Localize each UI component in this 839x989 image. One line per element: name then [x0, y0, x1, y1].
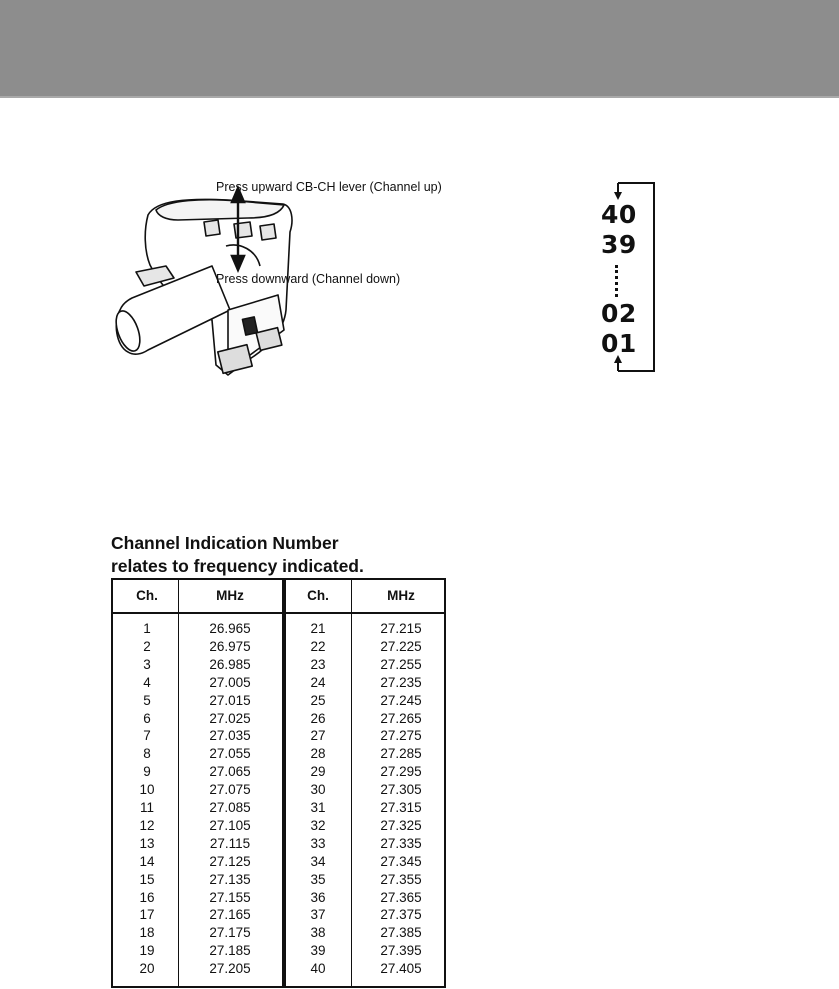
frequency-cell: 27.335	[380, 835, 422, 851]
table-heading-line1: Channel Indication Number	[111, 533, 339, 553]
frequency-cell: 26.965	[209, 621, 251, 636]
column-group-divider	[282, 580, 286, 986]
channel-cell: 32	[310, 817, 326, 833]
table-heading	[111, 532, 364, 578]
header-ch-left: Ch.	[136, 588, 158, 603]
frequency-cell: 27.295	[380, 764, 422, 780]
channel-cell: 19	[139, 943, 155, 959]
channel-cell: 13	[139, 835, 155, 851]
channel-down-label: Press downward (Channel down)	[216, 272, 401, 286]
ellipsis-dots	[615, 265, 622, 297]
channel-cell: 27	[310, 728, 326, 744]
frequency-cell: 27.325	[380, 817, 422, 833]
channel-cell: 16	[139, 889, 155, 905]
channel-cell: 34	[310, 853, 326, 869]
frequency-cell: 27.365	[380, 889, 422, 905]
frequency-cell: 27.065	[209, 764, 251, 780]
channel-cell: 1	[143, 621, 151, 636]
channel-cell: 18	[139, 925, 155, 941]
frequency-cell: 27.075	[209, 782, 251, 798]
frequency-cell: 27.055	[209, 746, 251, 762]
channel-cell: 35	[310, 871, 326, 887]
frequency-cell: 27.385	[380, 925, 422, 941]
channel-cell: 11	[139, 800, 154, 815]
table-heading-line2: relates to frequency indicated.	[111, 556, 364, 576]
frequency-cell: 27.395	[380, 943, 422, 959]
frequency-cell: 27.025	[209, 710, 251, 726]
channel-cell: 10	[139, 782, 155, 798]
channel-cell: 7	[143, 728, 151, 744]
channel-cell: 28	[310, 746, 326, 762]
header-bar	[0, 0, 839, 98]
channel-cell: 30	[310, 782, 326, 798]
channel-up-label: Press upward CB-CH lever (Channel up)	[216, 180, 442, 194]
channel-cell: 25	[310, 692, 326, 708]
frequency-cell: 27.285	[380, 746, 422, 762]
frequency-cell: 27.185	[209, 943, 251, 959]
frequency-cell: 27.375	[380, 907, 422, 923]
channel-cell: 12	[139, 817, 155, 833]
frequency-cell: 27.125	[209, 853, 251, 869]
channel-cell: 9	[143, 764, 151, 780]
frequency-cell: 27.035	[209, 728, 251, 744]
channel-cell: 39	[310, 943, 326, 959]
frequency-cell: 27.005	[209, 674, 251, 690]
channel-cell: 24	[310, 674, 326, 690]
channel-cell: 8	[143, 746, 151, 762]
frequency-cell: 27.405	[380, 961, 422, 977]
channel-cell: 17	[139, 907, 155, 923]
frequency-cell: 27.225	[380, 638, 422, 654]
channel-cell: 4	[143, 674, 151, 690]
frequency-cell: 27.165	[209, 907, 251, 923]
frequency-cell: 27.235	[380, 674, 422, 690]
channel-cell: 38	[310, 925, 326, 941]
channel-cell: 20	[139, 961, 155, 977]
channel-cell: 37	[310, 907, 326, 923]
frequency-cell: 27.345	[380, 853, 422, 869]
frequency-cell: 27.315	[380, 800, 422, 815]
channel-second-number: 39	[601, 230, 637, 259]
channel-cell: 29	[310, 764, 326, 780]
column-divider	[351, 580, 352, 986]
channel-cell: 5	[143, 692, 151, 708]
frequency-cell: 27.215	[380, 621, 422, 636]
frequency-cell: 27.175	[209, 925, 251, 941]
channel-cell: 26	[310, 710, 326, 726]
frequency-cell: 26.975	[209, 638, 251, 654]
column-divider	[178, 580, 179, 986]
channel-last-number: 01	[601, 329, 637, 358]
frequency-cell: 27.275	[380, 728, 422, 744]
channel-cell: 40	[310, 961, 326, 977]
channel-penultimate-number: 02	[601, 299, 637, 328]
channel-cell: 21	[310, 621, 326, 636]
header-mhz-right: MHz	[387, 588, 415, 603]
frequency-cell: 27.205	[209, 961, 251, 977]
frequency-cell: 27.265	[380, 710, 422, 726]
channel-cell: 2	[143, 638, 151, 654]
header-mhz-left: MHz	[216, 588, 244, 603]
frequency-cell: 27.245	[380, 692, 422, 708]
channel-cell: 14	[139, 853, 155, 869]
frequency-cell: 27.255	[380, 656, 422, 672]
frequency-cell: 27.135	[209, 871, 251, 887]
frequency-cell: 27.355	[380, 871, 422, 887]
header-rule	[113, 612, 444, 614]
channel-cell: 15	[139, 871, 155, 887]
channel-cell: 23	[310, 656, 326, 672]
channel-frequency-table	[111, 578, 446, 988]
channel-top-number: 40	[601, 200, 637, 229]
channel-cell: 22	[310, 638, 326, 654]
frequency-cell: 27.305	[380, 782, 422, 798]
channel-cell: 3	[143, 656, 151, 672]
channel-cell: 31	[310, 800, 326, 815]
frequency-cell: 27.105	[209, 817, 251, 833]
channel-cell: 33	[310, 835, 326, 851]
channel-cycle-diagram	[598, 178, 668, 378]
frequency-cell: 27.015	[209, 692, 251, 708]
channel-cell: 6	[143, 710, 151, 726]
frequency-cell: 27.155	[209, 889, 251, 905]
frequency-cell: 26.985	[209, 656, 251, 672]
frequency-cell: 27.115	[209, 835, 251, 851]
channel-cell: 36	[310, 889, 326, 905]
header-ch-right: Ch.	[307, 588, 329, 603]
frequency-cell: 27.085	[209, 800, 251, 815]
